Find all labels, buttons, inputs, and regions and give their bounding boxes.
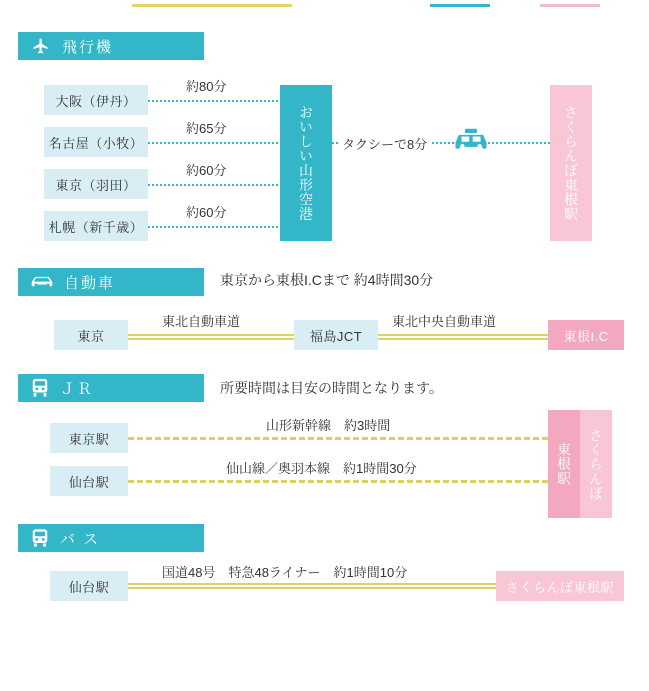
section-header-car bbox=[18, 268, 204, 296]
air-origin-box-4: 札幌（新千歳） bbox=[44, 211, 148, 241]
section-header-air bbox=[18, 32, 204, 60]
air-hub-airport: おいしい山形空港 bbox=[280, 85, 332, 241]
top-rule-yellow bbox=[132, 4, 292, 7]
jr-destination-station: 東根駅 bbox=[548, 410, 580, 518]
air-duration-3: 約60分 bbox=[182, 160, 230, 179]
jr-origin-box-1: 東京駅 bbox=[50, 423, 128, 453]
bus-icon bbox=[30, 528, 50, 548]
air-transfer-label: タクシーで8分 bbox=[338, 134, 431, 153]
jr-connector-2 bbox=[128, 480, 548, 483]
jr-destination-prefix: さくらんぼ bbox=[580, 410, 612, 518]
car-segment-label-2: 東北中央自動車道 bbox=[388, 311, 500, 330]
jr-via-label-2: 仙山線／奥羽本線 約1時間30分 bbox=[222, 458, 421, 477]
air-duration-2: 約65分 bbox=[182, 118, 230, 137]
airplane-icon bbox=[30, 37, 52, 55]
car-road-segment-2 bbox=[372, 334, 558, 340]
jr-connector-1 bbox=[128, 437, 548, 440]
bus-road bbox=[128, 583, 500, 589]
air-origin-box-2: 名古屋（小牧） bbox=[44, 127, 148, 157]
section-label-car: 自動車 bbox=[64, 274, 116, 292]
air-duration-4: 約60分 bbox=[182, 202, 230, 221]
air-connector-4 bbox=[148, 226, 290, 228]
taxi-icon bbox=[452, 128, 486, 150]
car-icon bbox=[30, 274, 54, 290]
car-destination-box: 東根I.C bbox=[548, 320, 624, 350]
air-destination-station: さくらんぼ東根駅 bbox=[550, 85, 592, 241]
car-road-segment-1 bbox=[128, 334, 312, 340]
air-connector-2 bbox=[148, 142, 290, 144]
car-note: 東京から東根I.Cまで 約4時間30分 bbox=[216, 270, 437, 290]
section-header-bus bbox=[18, 524, 204, 552]
air-connector-1 bbox=[148, 100, 290, 102]
top-rule-pink bbox=[540, 4, 600, 7]
bus-origin-box: 仙台駅 bbox=[50, 571, 128, 601]
car-origin-box: 東京 bbox=[54, 320, 128, 350]
section-label-bus: バ ス bbox=[60, 530, 101, 548]
train-icon bbox=[30, 378, 50, 398]
section-header-jr bbox=[18, 374, 204, 402]
section-label-jr: ＪＲ bbox=[60, 380, 95, 398]
bus-destination-box: さくらんぼ東根駅 bbox=[496, 571, 624, 601]
air-connector-3 bbox=[148, 184, 290, 186]
car-midpoint-box: 福島JCT bbox=[294, 320, 378, 350]
jr-origin-box-2: 仙台駅 bbox=[50, 466, 128, 496]
air-origin-box-1: 大阪（伊丹） bbox=[44, 85, 148, 115]
jr-note: 所要時間は目安の時間となります。 bbox=[216, 378, 447, 398]
bus-via-label: 国道48号 特急48ライナー 約1時間10分 bbox=[158, 562, 411, 581]
air-origin-box-3: 東京（羽田） bbox=[44, 169, 148, 199]
air-duration-1: 約80分 bbox=[182, 76, 230, 95]
jr-via-label-1: 山形新幹線 約3時間 bbox=[262, 415, 394, 434]
section-label-air: 飛行機 bbox=[62, 38, 114, 56]
car-segment-label-1: 東北自動車道 bbox=[158, 311, 244, 330]
top-rule-teal bbox=[430, 4, 490, 7]
